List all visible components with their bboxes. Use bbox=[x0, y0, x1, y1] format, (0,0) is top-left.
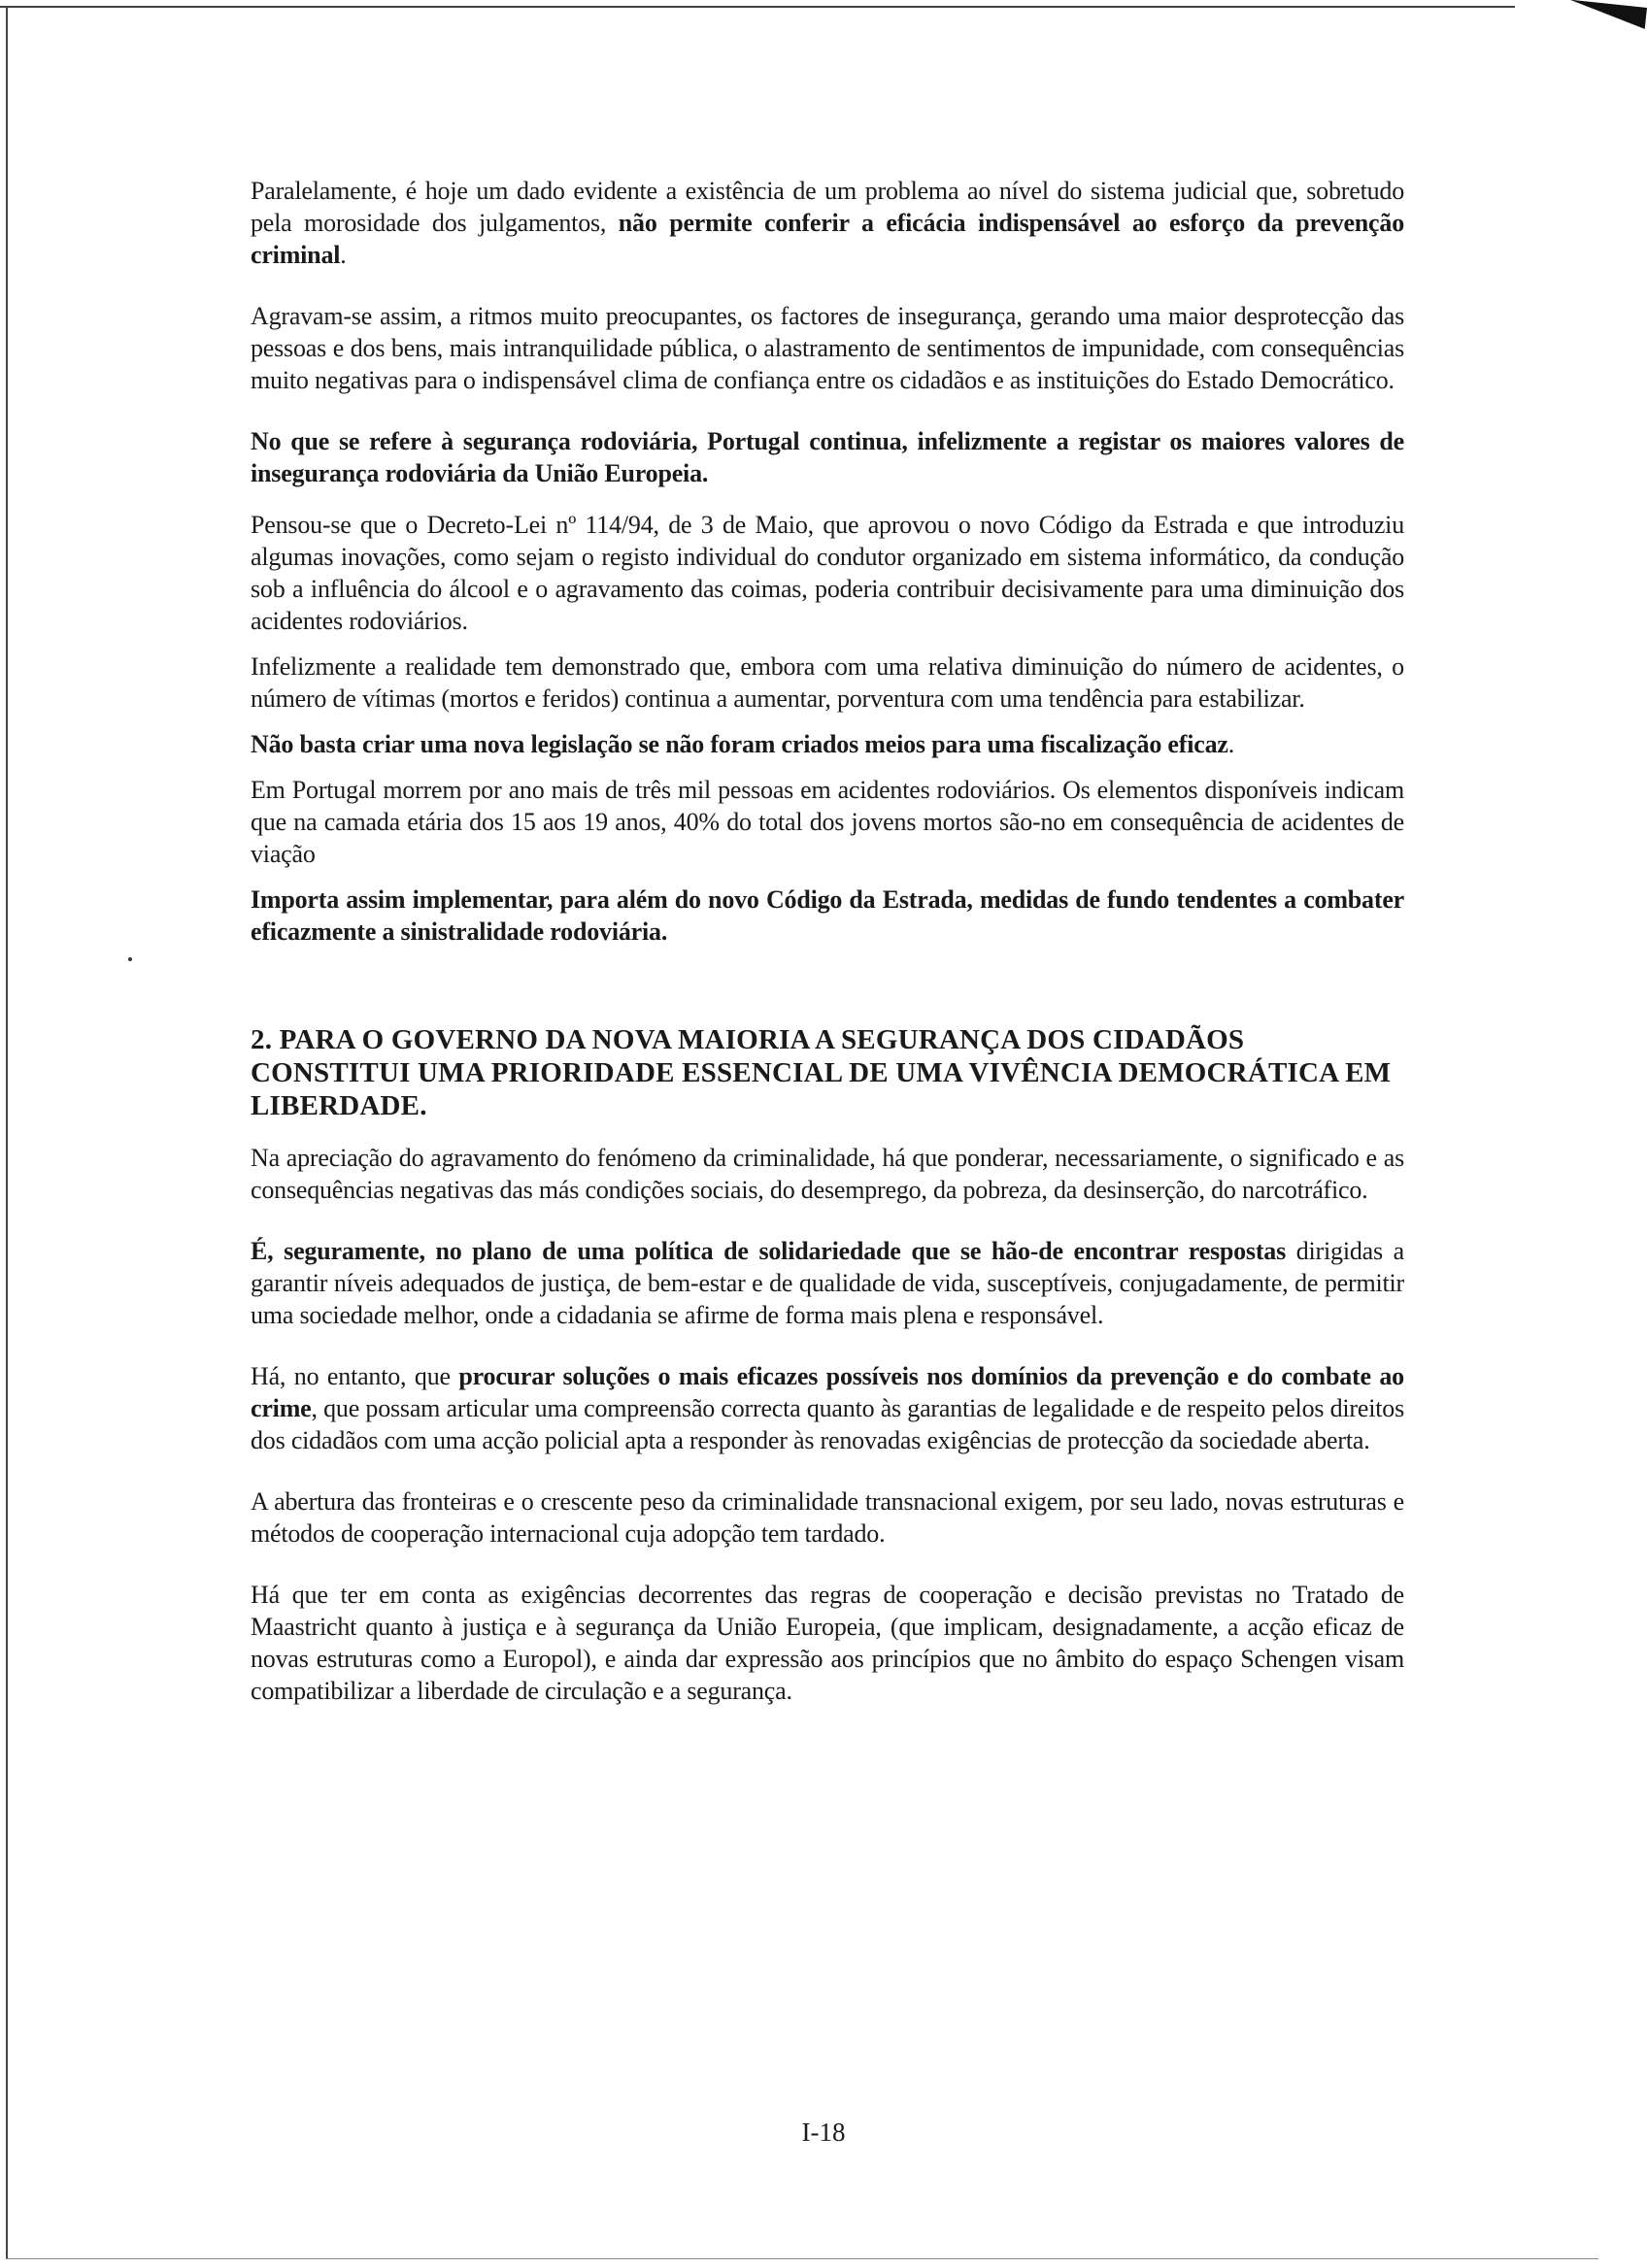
paragraph-tail: . bbox=[1227, 730, 1235, 758]
paragraph-emphasis: Não basta criar uma nova legislação se não foram criados meios para uma fiscalização eficaz bbox=[251, 730, 1228, 758]
paragraph-implement-measures: Importa assim implementar, para além do novo Código da Estrada, medidas de fundo tendentes a combater eficazmente a sinistralidade rodoviária. bbox=[251, 885, 1404, 946]
scan-border-left bbox=[6, 6, 8, 2258]
paragraph-lead: Paralelamente, é hoje um dado evidente a existência de um problema ao nível do sistema judicial que, sobretudo pela morosidade dos julgamentos, bbox=[251, 177, 1404, 237]
document-body bbox=[251, 175, 1404, 1707]
scan-corner-mark bbox=[1567, 0, 1647, 29]
section-heading: 2. PARA O GOVERNO DA NOVA MAIORIA A SEGURANÇA DOS CIDADÃOS CONSTITUI UMA PRIORIDADE ESSENCIAL DE UMA VIVÊNCIA DEMOCRÁTICA EM LIBERDADE. bbox=[251, 1024, 1392, 1121]
paragraph-victims-reality: Infelizmente a realidade tem demonstrado que, embora com uma relativa diminuição do número de acidentes, o número de vítimas (mortos e feridos) continua a aumentar, porventura com uma tendência para estabilizar. bbox=[251, 652, 1404, 713]
paragraph-open-borders: A abertura das fronteiras e o crescente peso da criminalidade transnacional exigem, por seu lado, novas estruturas e métodos de cooperação internacional cuja adopção tem tardado. bbox=[251, 1487, 1404, 1548]
scan-border-top bbox=[0, 6, 1515, 8]
paragraph-tail: dirigidas a garantir níveis adequados de justiça, de bem-estar e de qualidade de vida, susceptíveis, conjugadamente, de permitir uma sociedade melhor, onde a cidadania se afirme de forma mais plena e responsável. bbox=[251, 1237, 1404, 1329]
paragraph-tail: . bbox=[340, 241, 347, 269]
paragraph-solidarity-policy bbox=[251, 1235, 1404, 1331]
paragraph-tail: , que possam articular uma compreensão correcta quanto às garantias de legalidade e de respeito pelos direitos dos cidadãos com uma acção policial apta a responder às renovadas exigências de protecção da sociedade aberta. bbox=[251, 1394, 1404, 1454]
paragraph-judicial-system bbox=[251, 175, 1404, 271]
paragraph-emphasis: É, seguramente, no plano de uma política de solidariedade que se hão-de encontrar respostas bbox=[251, 1237, 1287, 1265]
paragraph-criminality-appreciation: Na apreciação do agravamento do fenómeno da criminalidade, há que ponderar, necessariamente, o significado e as consequências negativas das más condições sociais, do desemprego, da pobreza, da desinserção, do narcotráfico. bbox=[251, 1144, 1404, 1204]
paragraph-maastricht-treaty: Há que ter em conta as exigências decorrentes das regras de cooperação e decisão previstas no Tratado de Maastricht quanto à justiça e à segurança da União Europeia, (que implicam, designadamente, a acção eficaz de novas estruturas como a Europol), e ainda dar expressão aos princípios que no âmbito do espaço Schengen visam compatibilizar a liberdade de circulação e a segurança. bbox=[251, 1581, 1404, 1705]
paragraph-legislation-enforcement bbox=[251, 728, 1404, 760]
paragraph-road-deaths: Em Portugal morrem por ano mais de três mil pessoas em acidentes rodoviários. Os elementos disponíveis indicam que na camada etária dos 15 aos 19 anos, 40% do total dos jovens mortos são-no em consequência de acidentes de viação bbox=[251, 776, 1404, 868]
scan-speck bbox=[128, 957, 132, 961]
page-number: I-18 bbox=[801, 2118, 846, 2147]
paragraph-decree-law: Pensou-se que o Decreto-Lei nº 114/94, de 3 de Maio, que aprovou o novo Código da Estrada e que introduziu algumas inovações, como sejam o registo individual do condutor organizado em sistema informático, da condução sob a influência do álcool e o agravamento das coimas, poderia contribuir decisivamente para uma diminuição dos acidentes rodoviários. bbox=[251, 511, 1404, 635]
paragraph-emphasis: procurar soluções o mais eficazes possíveis nos domínios da prevenção e do combate ao crime bbox=[251, 1362, 1404, 1422]
paragraph-prevention-solutions bbox=[251, 1360, 1404, 1456]
paragraph-emphasis: não permite conferir a eficácia indispensável ao esforço da prevenção criminal bbox=[251, 209, 1404, 269]
paragraph-lead: Há, no entanto, que bbox=[251, 1362, 459, 1390]
paragraph-road-safety: No que se refere à segurança rodoviária, Portugal continua, infelizmente a registar os maiores valores de insegurança rodoviária da União Europeia. bbox=[251, 427, 1404, 487]
scan-border-bottom bbox=[6, 2258, 1598, 2259]
paragraph-insecurity-factors: Agravam-se assim, a ritmos muito preocupantes, os factores de insegurança, gerando uma maior desprotecção das pessoas e dos bens, mais intranquilidade pública, o alastramento de sentimentos de impunidade, com consequências muito negativas para o indispensável clima de confiança entre os cidadãos e as instituições do Estado Democrático. bbox=[251, 302, 1404, 394]
